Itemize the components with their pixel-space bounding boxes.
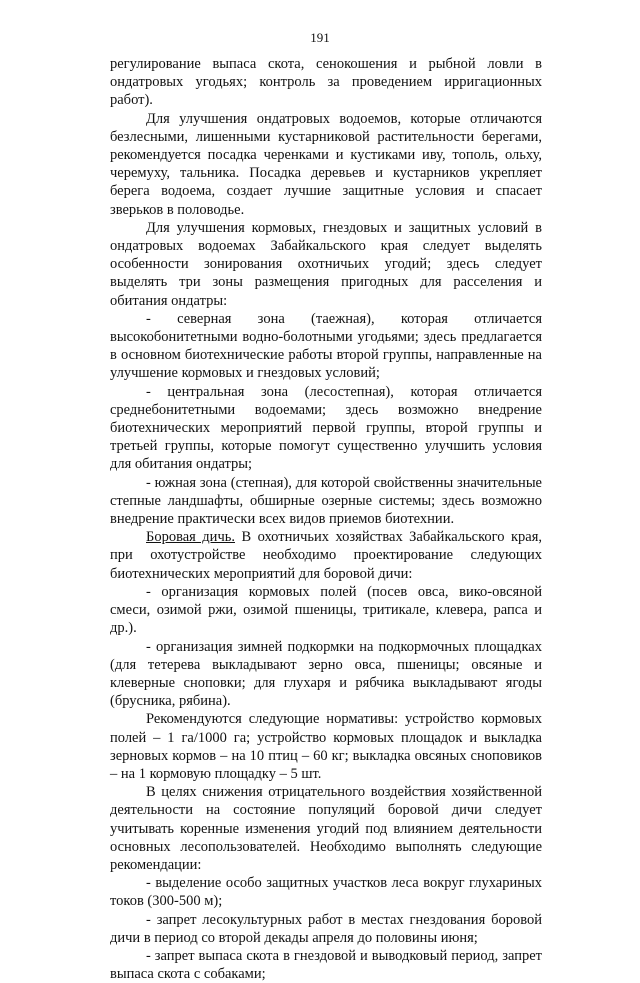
list-item-central-zone: - центральная зона (лесостепная), которая отличается среднебонитетными водоемами; здесь возможно внедрение биотехнических мероприятий первой группы, второй группы и третьей группы, которые помогут существенно улучшить условия для обитания ондатры; <box>110 383 542 473</box>
paragraph-1: регулирование выпаса скота, сенокошения и рыбной ловли в ондатровых угодьях; контроль за проведением ирригационных работ). <box>110 56 542 109</box>
paragraph-recommendations: В целях снижения отрицательного воздействия хозяйственной деятельности на состояние популяций боровой дичи следует учитывать коренные изменения угодий под влиянием деятельности основных лесопользователей. Необходимо выполнять следующие рекомендации: <box>110 784 542 873</box>
paragraph-upland-game <box>110 528 542 583</box>
list-item-grazing-ban: - запрет выпаса скота в гнездовой и выводковый период, запрет выпаса скота с собаками; <box>110 947 542 983</box>
section-heading-upland-game: Боровая дичь. <box>146 529 235 546</box>
list-item-winter-feeding: - организация зимней подкормки на подкормочных площадках (для тетерева выкладывают зерно овса, пшеницы; овсяные и клеверные сноповки; для глухаря и рябчика выкладывают ягоды (брусника, рябина). <box>110 638 542 710</box>
paragraph-norms: Рекомендуются следующие нормативы: устройство кормовых полей – 1 га/1000 га; устройство кормовых площадок и выкладка зерновых кормов – на 10 птиц – 60 кг; выкладка овсяных сноповиков – на 1 кормовую площадку – 5 шт. <box>110 711 542 782</box>
list-item-protected-areas: - выделение особо защитных участков леса вокруг глухариных токов (300-500 м); <box>110 875 542 910</box>
paragraph-2: Для улучшения ондатровых водоемов, которые отличаются безлесными, лишенными кустарниковой растительности берегами, рекомендуется посадка черенками и кустиками иву, тополь, ольху, черемуху, тальника. Посадка деревьев и кустарников укрепляет берега водоема, создает лучшие защитные условия и спасает зверьков в половодье. <box>110 110 542 218</box>
document-body <box>110 55 542 983</box>
list-item-northern-zone: - северная зона (таежная), которая отличается высокобонитетными водно-болотными угодьями; здесь предлагается в основном биотехнические работы второй группы, направленные на улучшение кормовых и гнездовых условий; <box>110 310 542 382</box>
paragraph-upland-game-text: В охотничьих хозяйствах Забайкальского края, при охотустройстве необходимо проектирование следующих биотехнических мероприятий для боровой дичи: <box>110 529 542 582</box>
page-number: 191 <box>310 30 330 45</box>
list-item-southern-zone: - южная зона (степная), для которой свойственны значительные степные ландшафты, обширные озерные системы; здесь возможно внедрение практически всех видов приемов биотехнии. <box>110 474 542 528</box>
paragraph-3: Для улучшения кормовых, гнездовых и защитных условий в ондатровых водоемах Забайкальского края следует выделять особенности зонирования охотничьих угодий; здесь следует выделять три зоны размещения пригодных для расселения и обитания ондатры: <box>110 219 542 309</box>
list-item-forestry-ban: - запрет лесокультурных работ в местах гнездования боровой дичи в период со второй декады апреля до половины июня; <box>110 911 542 946</box>
list-item-feeding-fields: - организация кормовых полей (посев овса, вико-овсяной смеси, озимой ржи, озимой пшеницы, тритикале, клевера, рапса и др.). <box>110 583 542 637</box>
